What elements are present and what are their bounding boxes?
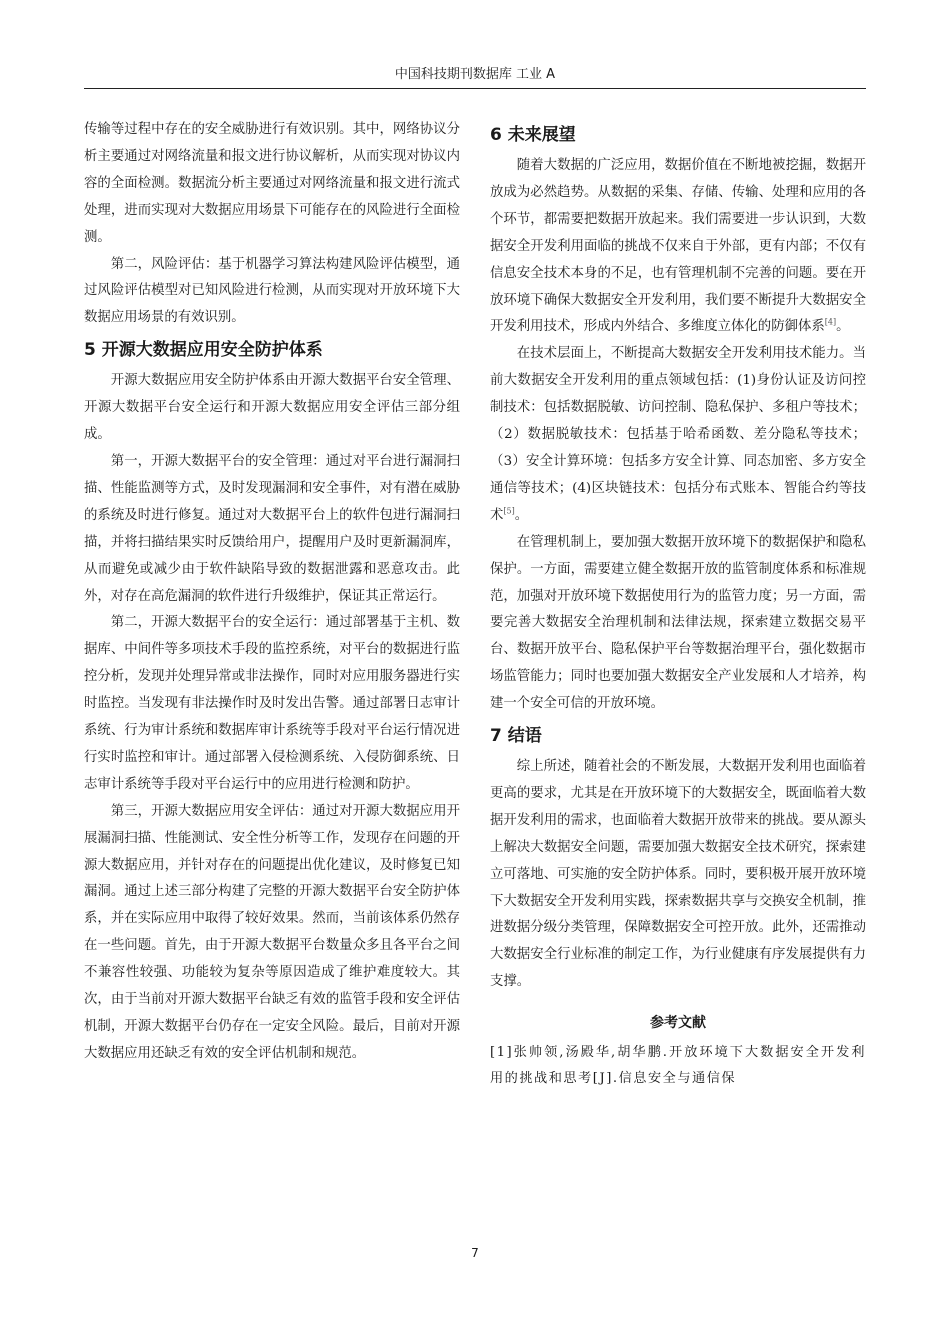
conclusion-paragraph: 综上所述，随着社会的不断发展，大数据开发利用也面临着更高的要求，尤其是在开放环境下的大数据安全，既面临着大数据开发利用的需求，也面临着大数据开放带来的挑战。要从源头上解决大数据安全问题，需要加强大数据安全技术研究，探索建立可落地、可实施的安全防护体系。同时，要积极开展开放环境下大数据安全开发利用实践，探索数据共享与交换安全机制，推进数据分级分类管理，保障数据安全可控开放。此外，还需推动大数据安全行业标准的制定工作，为行业健康有序发展提供有力支撑。 xyxy=(490,759,866,990)
section-5-heading: 5 开源大数据应用安全防护体系 xyxy=(84,340,323,361)
section-6-heading: 6 未来展望 xyxy=(490,125,576,145)
section-6-paragraph xyxy=(490,341,866,529)
citation-marker: [4] xyxy=(824,317,837,327)
paragraph-end: 。 xyxy=(514,507,529,523)
section-6-paragraph xyxy=(490,153,866,341)
running-header: 中国科技期刊数据库 工业 A xyxy=(84,62,866,89)
left-column xyxy=(84,117,460,1068)
section-5-paragraph: 第三，开源大数据应用安全评估：通过对开源大数据应用开展漏洞扫描、性能测试、安全性分析等工作，发现存在问题的开源大数据应用，并针对存在的问题提出优化建议，及时修复已知漏洞。通过上述三部分构建了完整的开源大数据平台安全防护体系，并在实际应用中取得了较好效果。然而，当前该体系仍然存在一些问题。首先，由于开源大数据平台数量众多且各平台之间不兼容性较强、功能较为复杂等原因造成了维护难度较大。其次，由于当前对开源大数据平台缺乏有效的监管手段和安全评估机制，开源大数据平台仍存在一定安全风险。最后，目前对开源大数据应用还缺乏有效的安全评估机制和规范。 xyxy=(84,803,460,1061)
paragraph-text: 在技术层面上，不断提高大数据安全开发利用技术能力。当前大数据安全开发利用的重点领域包括：(1)身份认证及访问控制技术：包括数据脱敏、访问控制、隐私保护、多租户等技术；（2）数据脱敏技术：包括基于哈希函数、差分隐私等技术；（3）安全计算环境：包括多方安全计算、同态加密、多方安全通信等技术；(4)区块链技术：包括分布式账本、智能合约等技术 xyxy=(490,346,866,523)
section-5-paragraph: 开源大数据应用安全防护体系由开源大数据平台安全管理、开源大数据平台安全运行和开源大数据应用安全评估三部分组成。 xyxy=(84,373,460,443)
page-number: 7 xyxy=(471,1246,479,1260)
paragraph-text: 随着大数据的广泛应用，数据价值在不断地被挖掘，数据开放成为必然趋势。从数据的采集、存储、传输、处理和应用的各个环节，都需要把数据开放起来。我们需要进一步认识到，大数据安全开发利用面临的挑战不仅来自于外部，更有内部；不仅有信息安全技术本身的不足，也有管理机制不完善的问题。要在开放环境下确保大数据安全开发利用，我们要不断提升大数据安全开发利用技术，形成内外结合、多维度立体化的防御体系 xyxy=(490,158,866,335)
citation-marker: [5] xyxy=(503,506,515,516)
section-7-heading: 7 结语 xyxy=(490,726,542,747)
section-5-paragraph: 第二，开源大数据平台的安全运行：通过部署基于主机、数据库、中间件等多项技术手段的监控系统，对平台的数据进行监控分析，发现并处理异常或非法操作，同时对应用服务器进行实时监控。当发现有非法操作时及时发出告警。通过部署日志审计系统、行为审计系统和数据库审计系统等手段对平台运行情况进行实时监控和审计。通过部署入侵检测系统、入侵防御系统、日志审计系统等手段对平台运行中的应用进行检测和防护。 xyxy=(84,615,460,792)
section-6-paragraph: 在管理机制上，要加强大数据开放环境下的数据保护和隐私保护。一方面，需要建立健全数据开放的监管制度体系和标准规范，加强对开放环境下数据使用行为的监管力度；另一方面，需要完善大数据安全治理机制和法律法规，探索建立数据交易平台、数据开放平台、隐私保护平台等数据治理平台，强化数据市场监管能力；同时也要加强大数据安全产业发展和人才培养，构建一个安全可信的开放环境。 xyxy=(490,534,866,712)
references-heading: 参考文献 xyxy=(650,1015,706,1032)
paragraph-risk-assessment: 第二，风险评估：基于机器学习算法构建风险评估模型，通过风险评估模型对已知风险进行检测，从而实现对开放环境下大数据应用场景的有效识别。 xyxy=(84,256,460,326)
paragraph-end: 。 xyxy=(836,319,850,335)
paragraph-continued: 传输等过程中存在的安全威胁进行有效识别。其中，网络协议分析主要通过对网络流量和报文进行协议解析，从而实现对协议内容的全面检测。数据流分析主要通过对网络流量和报文进行流式处理，进而实现对大数据应用场景下可能存在的风险进行全面检测。 xyxy=(84,122,460,245)
right-column xyxy=(490,117,866,1092)
section-5-paragraph: 第一，开源大数据平台的安全管理：通过对平台进行漏洞扫描、性能监测等方式，及时发现漏洞和安全事件，对有潜在威胁的系统及时进行修复。通过对大数据平台上的软件包进行漏洞扫描，并将扫描结果实时反馈给用户，提醒用户及时更新漏洞库，从而避免或减少由于软件缺陷导致的数据泄露和恶意攻击。此外，对存在高危漏洞的软件进行升级维护，保证其正常运行。 xyxy=(84,453,460,604)
reference-entry: [1]张帅领,汤殿华,胡华鹏.开放环境下大数据安全开发利用的挑战和思考[J].信息安全与通信保 xyxy=(490,1045,866,1087)
